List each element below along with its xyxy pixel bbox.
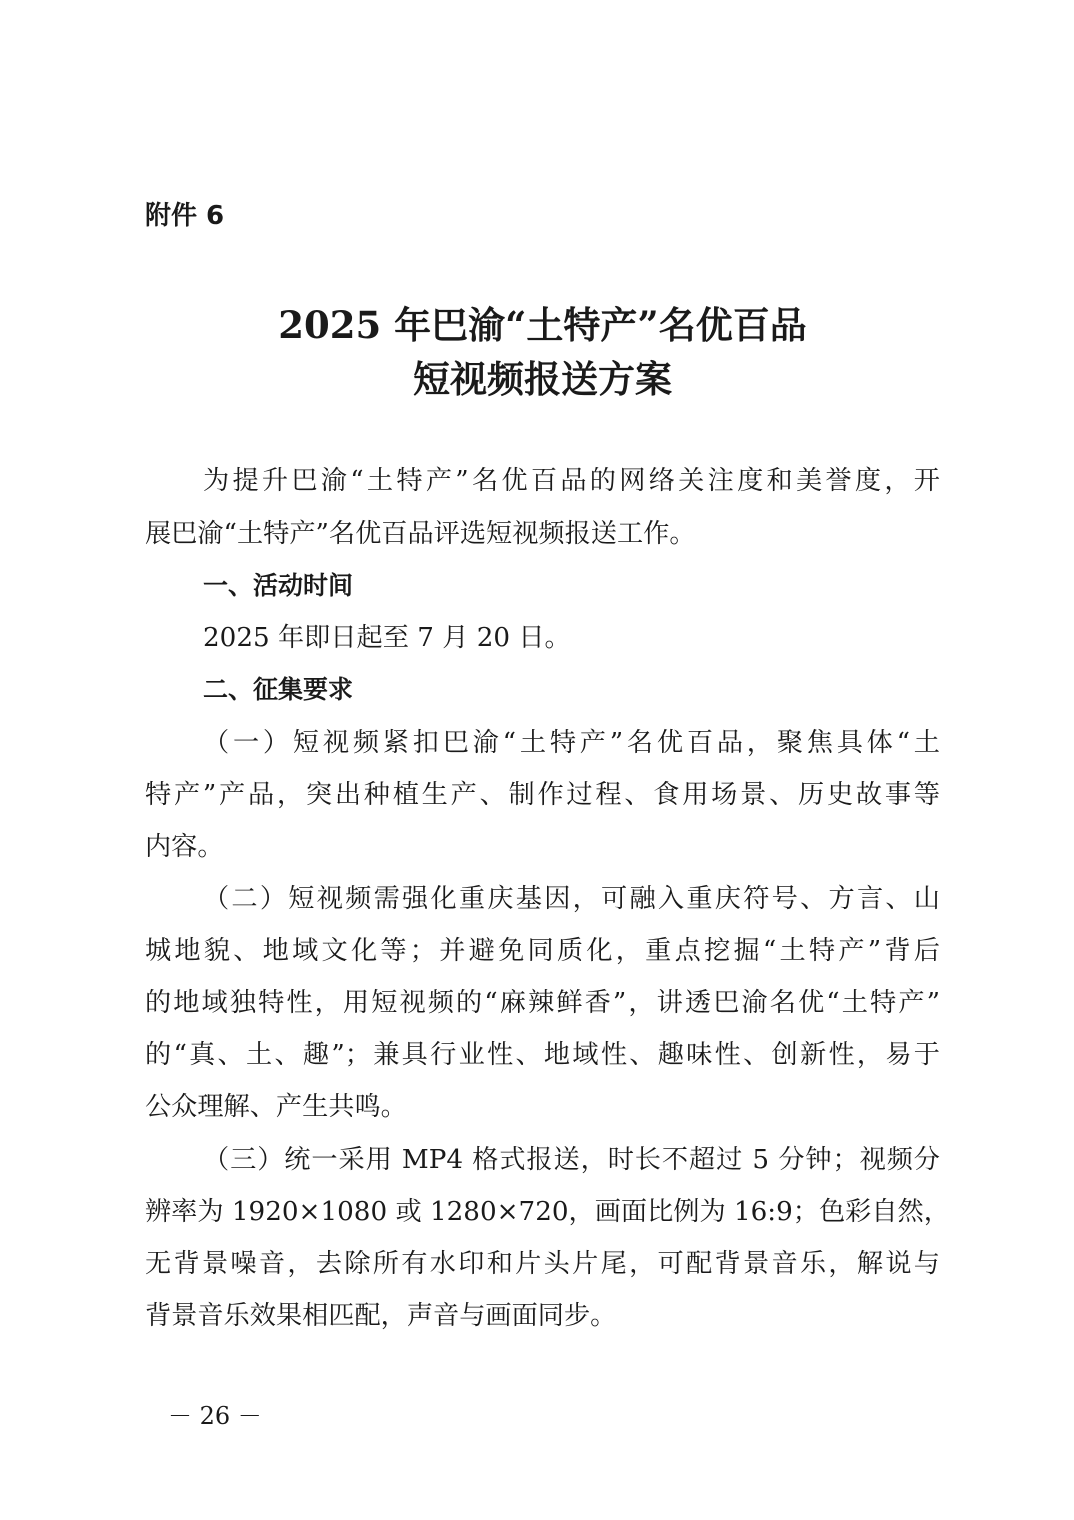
section-1-text: 2025 年即日起至 7 月 20 日。: [203, 623, 571, 653]
document-title-line-2: 短视频报送方案: [413, 357, 672, 401]
item-3-line-4: 背景音乐效果相匹配，声音与画面同步。: [145, 1301, 617, 1331]
item-3-line-2: 辨率为 1920×1080 或 1280×720，画面比例为 16:9；色彩自然，: [145, 1197, 950, 1227]
item-2-line-1: （二）短视频需强化重庆基因，可融入重庆符号、方言、山: [203, 884, 940, 914]
page-number: － 26 －: [168, 1402, 262, 1430]
section-2-heading: 二、征集要求: [203, 675, 354, 704]
document-title-line-1: 2025 年巴渝“土特产”名优百品: [278, 303, 807, 347]
item-3-line-1: （三）统一采用 MP4 格式报送，时长不超过 5 分钟；视频分: [203, 1145, 940, 1175]
section-1-heading: 一、活动时间: [203, 571, 354, 600]
intro-line-2: 展巴渝“土特产”名优百品评选短视频报送工作。: [145, 519, 696, 549]
item-3-line-3: 无背景噪音，去除所有水印和片头片尾，可配背景音乐，解说与: [145, 1249, 940, 1279]
item-2-line-3: 的地域独特性，用短视频的“麻辣鲜香”，讲透巴渝名优“土特产”: [145, 988, 940, 1018]
item-1-line-2: 特产”产品，突出种植生产、制作过程、食用场景、历史故事等: [145, 780, 940, 810]
item-2-line-5: 公众理解、产生共鸣。: [145, 1092, 407, 1122]
item-1-line-1: （一）短视频紧扣巴渝“土特产”名优百品，聚焦具体“土: [203, 728, 940, 758]
item-1-line-3: 内容。: [145, 832, 224, 862]
attachment-label: 附件 6: [145, 201, 225, 231]
item-2-line-4: 的“真、土、趣”；兼具行业性、地域性、趣味性、创新性，易于: [145, 1040, 940, 1070]
item-2-line-2: 城地貌、地域文化等；并避免同质化，重点挖掘“土特产”背后: [145, 936, 940, 966]
intro-line-1: 为提升巴渝“土特产”名优百品的网络关注度和美誉度，开: [203, 466, 940, 496]
